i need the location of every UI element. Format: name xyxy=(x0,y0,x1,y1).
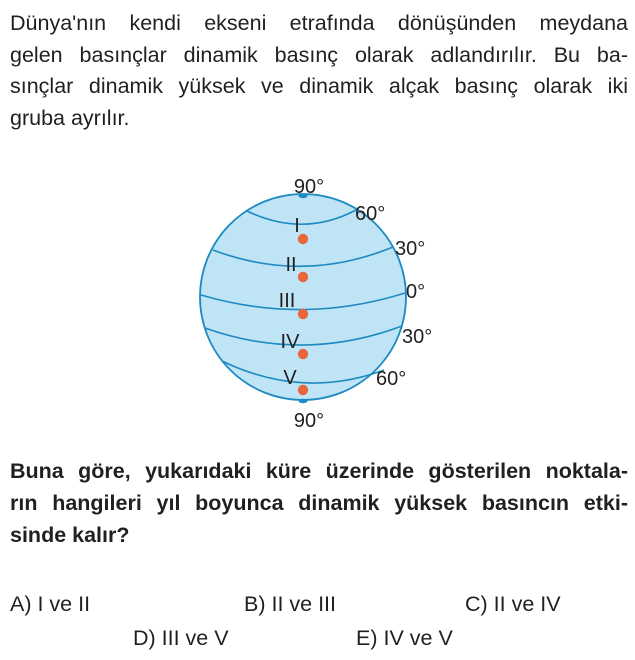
question-line: rın hangileri yıl boyunca dinamik yüksek basıncın etki- xyxy=(10,491,628,515)
intro-line: gruba ayrılır. xyxy=(10,105,130,130)
point-iv-label: IV xyxy=(280,331,300,353)
intro-line: Dünya'nın kendi ekseni etrafında dönüşünden meydana xyxy=(10,11,628,35)
latitude-label-north-pole: 90° xyxy=(293,176,325,198)
intro-line: sınçlar dinamik yüksek ve dinamik alçak basınç olarak iki xyxy=(10,74,628,98)
option-c[interactable]: C) II ve IV xyxy=(465,592,561,616)
option-b[interactable]: B) II ve III xyxy=(244,592,336,616)
latitude-label-south-pole: 90° xyxy=(293,410,325,432)
latitude-label-equator: 0° xyxy=(406,281,426,303)
globe-svg xyxy=(190,170,450,440)
latitude-label-south-30: 30° xyxy=(402,326,433,348)
point-v-label: V xyxy=(283,367,297,389)
option-d[interactable]: D) III ve V xyxy=(133,626,229,650)
point-i-label: I xyxy=(294,215,300,237)
point-v-dot xyxy=(298,385,308,395)
point-iii-dot xyxy=(298,309,308,319)
question-line: Buna göre, yukarıdaki küre üzerinde gösterilen noktala- xyxy=(10,459,628,483)
latitude-label-north-30: 30° xyxy=(395,238,426,260)
globe-diagram xyxy=(190,170,450,440)
point-ii-dot xyxy=(298,272,308,282)
intro-paragraph xyxy=(10,8,628,134)
question-line: sinde kalır? xyxy=(10,523,130,547)
latitude-label-south-60: 60° xyxy=(376,368,407,390)
south-pole-mark xyxy=(299,399,308,403)
option-e[interactable]: E) IV ve V xyxy=(356,626,453,650)
intro-line: gelen basınçlar dinamik basınç olarak adlandırılır. Bu ba- xyxy=(10,42,628,67)
point-ii-label: II xyxy=(285,254,297,276)
question-text xyxy=(10,455,628,551)
point-iii-label: III xyxy=(278,290,296,312)
option-a[interactable]: A) I ve II xyxy=(10,592,91,616)
latitude-label-north-60: 60° xyxy=(355,203,386,225)
